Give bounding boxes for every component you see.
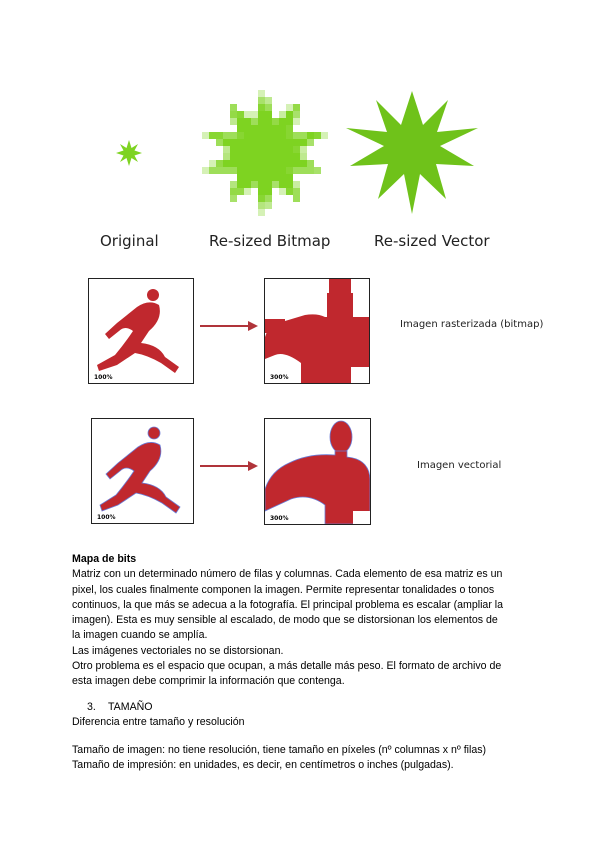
bitmap-star-pixel: [258, 139, 265, 146]
bitmap-star-pixel: [265, 125, 272, 132]
bitmap-star-pixel: [300, 160, 307, 167]
bitmap-star-pixel: [286, 118, 293, 125]
bitmap-star-pixel: [307, 139, 314, 146]
bitmap-star-pixel: [279, 111, 286, 118]
bitmap-label: Re-sized Bitmap: [209, 232, 331, 250]
bitmap-star-pixel: [293, 111, 300, 118]
bitmap-star-pixel: [293, 132, 300, 139]
bitmap-star-pixel: [223, 167, 230, 174]
bitmap-star-pixel: [279, 167, 286, 174]
bitmap-star-pixel: [293, 146, 300, 153]
bitmap-star-pixel: [300, 132, 307, 139]
vector-caption: Imagen vectorial: [417, 460, 502, 471]
bitmap-star-pixel: [209, 167, 216, 174]
bitmap-star-pixel: [258, 132, 265, 139]
bitmap-star-pixel: [244, 153, 251, 160]
section-heading: Mapa de bits: [72, 553, 137, 565]
bitmap-star-pixel: [265, 139, 272, 146]
bitmap-star-pixel: [258, 118, 265, 125]
bitmap-star-pixel: [300, 139, 307, 146]
bitmap-star-pixel: [216, 132, 223, 139]
bitmap-star-pixel: [244, 132, 251, 139]
bitmap-star-pixel: [293, 118, 300, 125]
bitmap-star-pixel: [279, 125, 286, 132]
bitmap-star-pixel: [230, 118, 237, 125]
bitmap-star-pixel: [279, 146, 286, 153]
bitmap-star-pixel: [314, 167, 321, 174]
bitmap-star-pixel: [244, 188, 251, 195]
bitmap-star-pixel: [237, 160, 244, 167]
bitmap-star-pixel: [223, 139, 230, 146]
bitmap-star-pixel: [258, 125, 265, 132]
bitmap-star-pixel: [265, 195, 272, 202]
bitmap-star-pixel: [237, 132, 244, 139]
raster-arrow: [198, 318, 260, 334]
list-title: TAMAÑO: [108, 701, 153, 713]
vector-label: Re-sized Vector: [374, 232, 490, 250]
bitmap-star-pixel: [202, 167, 209, 174]
bitmap-star-pixel: [230, 160, 237, 167]
bitmap-star-pixel: [237, 146, 244, 153]
bitmap-star-pixel: [251, 146, 258, 153]
bitmap-star-pixel: [293, 153, 300, 160]
bitmap-star-pixel: [293, 160, 300, 167]
bitmap-section: [72, 552, 552, 690]
bitmap-star-pixel: [202, 132, 209, 139]
bitmap-star-pixel: [251, 111, 258, 118]
bitmap-star-pixel: [265, 104, 272, 111]
bitmap-star-pixel: [258, 195, 265, 202]
bitmap-star-pixel: [286, 111, 293, 118]
section-line: Matriz con un determinado número de filas y columnas. Cada elemento de esa matriz es un: [72, 568, 503, 581]
bitmap-star-pixel: [237, 111, 244, 118]
bitmap-star-pixel: [286, 188, 293, 195]
bitmap-star-pixel: [265, 202, 272, 209]
bitmap-star-pixel: [293, 167, 300, 174]
star-comparison: [0, 0, 600, 260]
bitmap-star-pixel: [216, 167, 223, 174]
bitmap-star-pixel: [286, 104, 293, 111]
bitmap-star-pixel: [258, 111, 265, 118]
bitmap-star-pixel: [230, 153, 237, 160]
section-line: Las imágenes vectoriales no se distorsionan.: [72, 644, 284, 657]
bitmap-star-pixel: [265, 97, 272, 104]
bitmap-star-pixel: [293, 188, 300, 195]
bitmap-star-pixel: [286, 146, 293, 153]
bitmap-star-pixel: [286, 132, 293, 139]
running-figure-zoomed: [265, 279, 369, 383]
bitmap-star-pixel: [279, 188, 286, 195]
vector-small-zoom-label: 100%: [97, 514, 116, 521]
bitmap-star-pixel: [272, 174, 279, 181]
bitmap-star-pixel: [258, 153, 265, 160]
bitmap-star-pixel: [258, 188, 265, 195]
bitmap-star-pixel: [300, 153, 307, 160]
bitmap-star-pixel: [307, 167, 314, 174]
bitmap-star-pixel: [307, 160, 314, 167]
bitmap-star-pixel: [286, 160, 293, 167]
bitmap-star-pixel: [237, 181, 244, 188]
bitmap-star-pixel: [286, 139, 293, 146]
bitmap-star-pixel: [286, 125, 293, 132]
bitmap-star-pixel: [286, 153, 293, 160]
bitmap-star-pixel: [237, 118, 244, 125]
vector-arrow: [198, 458, 260, 474]
bitmap-star-pixel: [314, 132, 321, 139]
bitmap-star-pixel: [265, 132, 272, 139]
bitmap-star-pixel: [209, 160, 216, 167]
bitmap-star-pixel: [265, 118, 272, 125]
bitmap-star-pixel: [244, 160, 251, 167]
bitmap-star-pixel: [251, 160, 258, 167]
bitmap-star-pixel: [237, 167, 244, 174]
bitmap-star-pixel: [216, 139, 223, 146]
bitmap-star-pixel: [300, 167, 307, 174]
bitmap-star-pixel: [244, 167, 251, 174]
bitmap-star-pixel: [237, 174, 244, 181]
bitmap-star-pixel: [230, 167, 237, 174]
bitmap-star-pixel: [251, 174, 258, 181]
bitmap-star-pixel: [251, 167, 258, 174]
bitmap-star-pixel: [230, 181, 237, 188]
vector-thumbnail: [91, 418, 194, 524]
raster-small-zoom-label: 100%: [94, 374, 113, 381]
bitmap-star-pixel: [265, 188, 272, 195]
bitmap-star-pixel: [230, 146, 237, 153]
bitmap-star-pixel: [321, 132, 328, 139]
bitmap-star-pixel: [279, 174, 286, 181]
bitmap-star-pixel: [286, 167, 293, 174]
bitmap-star-pixel: [293, 104, 300, 111]
bitmap-star-pixel: [223, 146, 230, 153]
running-figure-small: [89, 279, 193, 383]
vector-figure-zoomed: [265, 419, 370, 524]
bitmap-star-pixel: [251, 153, 258, 160]
bitmap-star-pixel: [286, 181, 293, 188]
bitmap-star-pixel: [265, 111, 272, 118]
bitmap-star-pixel: [251, 125, 258, 132]
section-line: la imagen cuando se amplía.: [72, 629, 208, 642]
bitmap-star-pixel: [272, 125, 279, 132]
bitmap-star-pixel: [237, 139, 244, 146]
bitmap-star-pixel: [258, 97, 265, 104]
bitmap-star: [202, 90, 328, 216]
bitmap-star-pixel: [230, 195, 237, 202]
bitmap-star-pixel: [223, 132, 230, 139]
bitmap-star-pixel: [230, 132, 237, 139]
bitmap-star-pixel: [258, 202, 265, 209]
bitmap-star-pixel: [258, 181, 265, 188]
bitmap-star-pixel: [216, 160, 223, 167]
bitmap-star-pixel: [244, 139, 251, 146]
bitmap-star-pixel: [223, 153, 230, 160]
bitmap-star-pixel: [300, 146, 307, 153]
vector-figure-small: [92, 419, 193, 523]
bitmap-star-pixel: [244, 174, 251, 181]
bitmap-star-pixel: [293, 181, 300, 188]
bitmap-star-pixel: [265, 174, 272, 181]
section-line: pixel, los cuales finalmente componen la imagen. Permite representar tonalidades o tonos: [72, 583, 495, 596]
bitmap-star-pixel: [272, 118, 279, 125]
bitmap-star-pixel: [230, 104, 237, 111]
bitmap-star-pixel: [265, 146, 272, 153]
bitmap-star-pixel: [251, 118, 258, 125]
bitmap-star-pixel: [230, 188, 237, 195]
vector-zoomed: [264, 418, 371, 525]
bitmap-star-pixel: [244, 111, 251, 118]
bitmap-star-pixel: [237, 188, 244, 195]
bitmap-star-pixel: [258, 209, 265, 216]
bitmap-star-pixel: [272, 132, 279, 139]
bitmap-star-pixel: [265, 167, 272, 174]
bitmap-star-pixel: [258, 167, 265, 174]
bitmap-star-pixel: [272, 181, 279, 188]
bitmap-star-pixel: [265, 153, 272, 160]
vector-star: [346, 91, 478, 214]
bitmap-star-pixel: [279, 118, 286, 125]
bitmap-star-pixel: [258, 160, 265, 167]
bitmap-star-pixel: [279, 139, 286, 146]
image-size-definition: Tamaño de imagen: no tiene resolución, tiene tamaño en píxeles (nº columnas x nº filas): [72, 744, 487, 756]
bitmap-star-pixel: [258, 174, 265, 181]
bitmap-star-pixel: [272, 146, 279, 153]
original-label: Original: [100, 232, 159, 250]
bitmap-star-pixel: [237, 125, 244, 132]
bitmap-star-pixel: [272, 139, 279, 146]
bitmap-star-pixel: [286, 174, 293, 181]
bitmap-star-pixel: [244, 181, 251, 188]
bitmap-star-pixel: [279, 160, 286, 167]
list-number: 3.: [87, 701, 96, 713]
bitmap-star-pixel: [279, 153, 286, 160]
bitmap-star-pixel: [209, 132, 216, 139]
bitmap-star-pixel: [244, 146, 251, 153]
section-line: Otro problema es el espacio que ocupan, a más detalle más peso. El formato de archivo de: [72, 660, 502, 673]
bitmap-star-pixel: [230, 139, 237, 146]
vector-zoomed-zoom-label: 300%: [270, 515, 289, 522]
bitmap-star-pixel: [279, 181, 286, 188]
bitmap-star-pixel: [251, 132, 258, 139]
raster-zoomed: [264, 278, 370, 384]
bitmap-star-pixel: [265, 160, 272, 167]
bitmap-star-pixel: [223, 160, 230, 167]
raster-caption: Imagen rasterizada (bitmap): [400, 319, 544, 330]
bitmap-star-pixel: [230, 111, 237, 118]
section-line: continuos, la que más se adecua a la fotografía. El principal problema es escalar (ampliar la: [72, 598, 504, 611]
raster-thumbnail: [88, 278, 194, 384]
bitmap-star-pixel: [258, 104, 265, 111]
bitmap-star-pixel: [272, 167, 279, 174]
bitmap-star-pixel: [237, 153, 244, 160]
section-line: imagen). Esta es muy sensible al escalado, de modo que se distorsionan los elementos de: [72, 614, 498, 627]
bitmap-star-pixel: [272, 153, 279, 160]
list-subtitle: Diferencia entre tamaño y resolución: [72, 716, 245, 728]
bitmap-star-pixel: [293, 139, 300, 146]
original-star: [116, 140, 142, 166]
bitmap-star-pixel: [307, 132, 314, 139]
bitmap-star-pixel: [265, 181, 272, 188]
print-size-definition: Tamaño de impresión: en unidades, es decir, en centímetros o inches (pulgadas).: [72, 759, 454, 771]
bitmap-star-pixel: [258, 90, 265, 97]
bitmap-star-pixel: [251, 181, 258, 188]
bitmap-star-pixel: [244, 118, 251, 125]
raster-zoomed-zoom-label: 300%: [270, 374, 289, 381]
bitmap-star-pixel: [244, 125, 251, 132]
section-line: esta imagen debe comprimir la información que contenga.: [72, 675, 345, 688]
bitmap-star-pixel: [279, 132, 286, 139]
bitmap-star-pixel: [258, 146, 265, 153]
bitmap-star-pixel: [251, 139, 258, 146]
bitmap-star-pixel: [272, 160, 279, 167]
bitmap-star-pixel: [293, 195, 300, 202]
